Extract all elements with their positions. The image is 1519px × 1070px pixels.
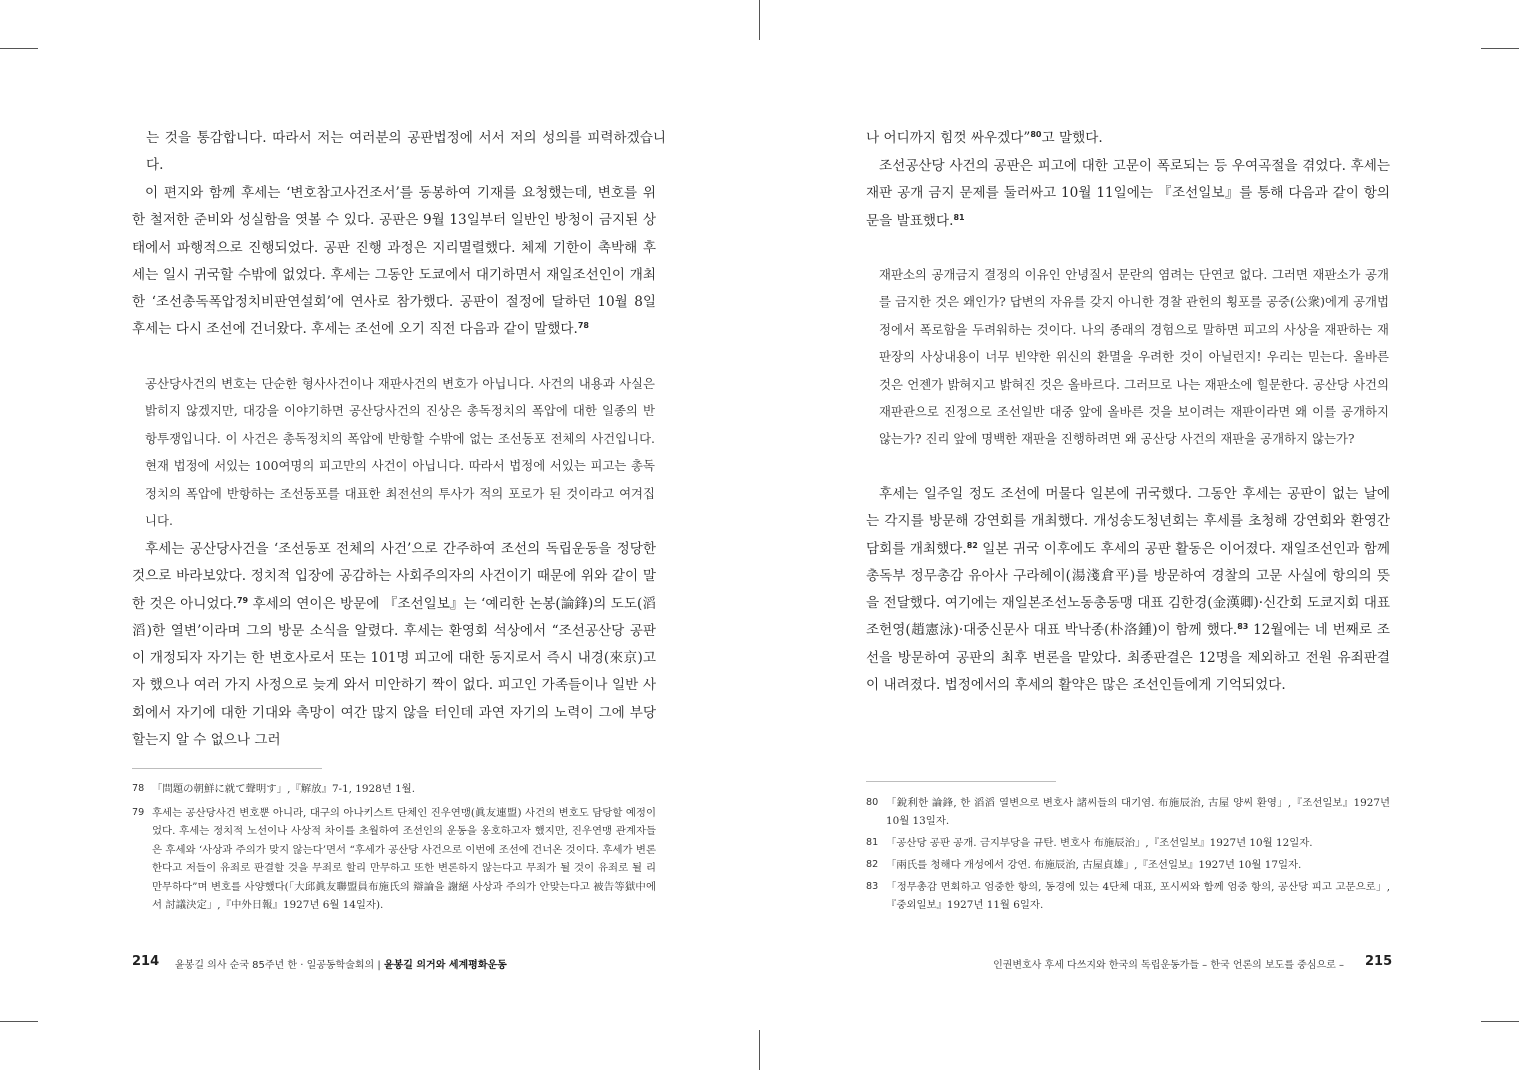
footnote-number: 81 — [866, 837, 879, 848]
footnote-text: 「공산당 공판 공개. 금지부당을 규탄. 변호사 布施辰治」,『조선일보』1927년 10월 12일자. — [886, 837, 1313, 849]
running-footer: 인권변호사 후세 다쓰지와 한국의 독립운동가들 – 한국 언론의 보도를 중심으로 – — [993, 960, 1344, 971]
block-quote: 공산당사건의 변호는 단순한 형사사건이나 재판사건의 변호가 아닙니다. 사건의 내용과 사실은 밝히지 않겠지만, 대강을 이야기하면 공산당사건의 진상은 총독정치의 폭압에 대한 일종의 반항투쟁입니다. 이 사건은 총독정치의 폭압에 반항할 수밖에 없는 조선동포 전체의 사건입니다. 현재 법정에 서있는 100여명의 피고만의 사건이 아닙니다. 따라서 법정에 서있는 피고는 총독정치의 폭압에 반항하는 조선동포를 대표한 최전선의 투사가 적의 포로가 된 것이라고 여겨집니다. — [145, 376, 655, 529]
running-footer — [175, 956, 507, 971]
page-number: 215 — [1365, 954, 1393, 969]
footnote-ref: 83 — [1237, 622, 1249, 632]
footnote — [866, 794, 1390, 831]
footnote-text: 「問題の朝鮮に就て聲明す」,『解放』7-1, 1928년 1월. — [152, 783, 416, 795]
footnote-text: 「兩氏를 청해다 개성에서 강연. 布施辰治, 古屋貞雄」,『조선일보』1927년 10월 17일자. — [886, 859, 1302, 871]
footnote — [132, 780, 656, 798]
footnote-number: 79 — [132, 807, 145, 818]
body-paragraph: 나 어디까지 힘껏 싸우겠다”$^{80}$고 말했다. — [866, 130, 1103, 146]
footnote-number: 82 — [866, 859, 879, 870]
page-number: 214 — [132, 954, 160, 969]
body-paragraph: 후세는 일주일 정도 조선에 머물다 일본에 귀국했다. 그동안 후세는 공판이 없는 날에는 각지를 방문해 강연회를 개최했다. 개성송도청년회는 후세를 초청해 강연회와 환영간담회를 개최했다.$^{82}$ 일본 귀국 이후에도 후세의 공판 활동은 이어졌다. 재일조선인과 함께 총독부 정무총감 유아사 구라헤이(湯淺倉平)를 방문하여 경찰의 고문 사실에 항의의 뜻을 전달했다. 여기에는 재일본조선노동총동맹 대표 김한경(金漢卿)·신간회 도쿄지회 대표 조헌영(趙憲泳)·대중신문사 대표 박낙종(朴洛鍾)이 함께 했다.$^{83}$ 12월에는 네 번째로 조선을 방문하여 공판의 최후 변론을 맡았다. 최종판결은 12명을 제외하고 전원 유죄판결이 내려졌다. 법정에서의 후세의 활약은 많은 조선인들에게 기억되었다. — [866, 486, 1390, 694]
footer-series: 윤봉길 의사 순국 85주년 한 · 일공동학술회의 | — [175, 960, 381, 971]
footnote — [866, 856, 1390, 874]
block-quote: 재판소의 공개금지 결정의 이유인 안녕질서 문란의 염려는 단연코 없다. 그러면 재판소가 공개를 금지한 것은 왜인가? 답변의 자유를 갖지 아니한 경찰 관헌의 횡포를 공중(公衆)에게 공개법정에서 폭로함을 두려워하는 것이다. 나의 종래의 경험으로 말하면 피고의 사상을 재판하는 재판장의 사상내용이 너무 빈약한 위신의 환멸을 우려한 것이 아닐런지! 우리는 믿는다. 올바른 것은 언젠가 밝혀지고 밝혀진 것은 올바르다. 그러므로 나는 재판소에 힐문한다. 공산당 사건의 재판관으로 진정으로 조선일반 대중 앞에 올바른 것을 보이려는 재판이라면 왜 이를 공개하지 않는가? 진리 앞에 명백한 재판을 진행하려면 왜 공산당 사건의 재판을 공개하지 않는가? — [879, 267, 1389, 447]
left-page — [0, 0, 759, 1070]
right-page — [760, 0, 1519, 1070]
footnote — [866, 834, 1390, 852]
footnote-ref: 80 — [1030, 130, 1042, 139]
body-paragraph: 이 편지와 함께 후세는 ‘변호참고사건조서’를 동봉하여 기재를 요청했는데, 변호를 위한 철저한 준비와 성실함을 엿볼 수 있다. 공판은 9월 13일부터 일반인 방청이 금지된 상태에서 파행적으로 진행되었다. 공판 진행 과정은 지리멸렬했다. 체제 기한이 촉박해 후세는 일시 귀국할 수밖에 없었다. 후세는 그동안 도쿄에서 대기하면서 재일조선인이 개최한 ‘조선총독폭압정치비판연설회’에 연사로 참가했다. 공판이 절정에 달하던 10월 8일 후세는 다시 조선에 건너왔다. 후세는 조선에 오기 직전 다음과 같이 말했다.$^{78}$ — [132, 185, 656, 338]
footnote-number: 80 — [866, 797, 879, 808]
footnote-ref: 82 — [966, 540, 978, 550]
footnote-rule — [132, 768, 322, 769]
footnote-text: 후세는 공산당사건 변호뿐 아니라, 대구의 아나키스트 단체인 진우연맹(眞友連盟) 사건의 변호도 담당할 예정이었다. 후세는 정치적 노선이나 사상적 차이를 초월하여 조선인의 운동을 옹호하고자 했지만, 진우연맹 관계자들은 후세와 ‘사상과 주의가 맞지 않는다’면서 “후세가 공산당 사건으로 이번에 조선에 건너온 것이다. 후세가 변론한다고 저들이 유죄로 판결할 것을 무죄로 할리 만무하고 또한 변론하지 않는다고 무죄가 될 것이 유죄로 될 리 만무하다”며 변호를 사양했다(「大邱眞友聯盟員布施氏의 辯論을 謝絕 사상과 주의가 안맞는다고 被告等獄中에서 討議決定」,『中外日報』1927년 6월 14일자). — [152, 807, 656, 912]
body-paragraph: 는 것을 통감합니다. 따라서 저는 여러분의 공판법정에 서서 저의 성의를 피력하겠습니다. — [146, 130, 666, 174]
body-paragraph: 조선공산당 사건의 공판은 피고에 대한 고문이 폭로되는 등 우여곡절을 겪었다. 후세는 재판 공개 금지 문제를 둘러싸고 10월 11일에는 『조선일보』를 통해 다음과 같이 항의문을 발표했다.$^{81}$ — [866, 158, 1390, 229]
footer-title: 윤봉길 의거와 세계평화운동 — [383, 960, 507, 971]
footnote-ref: 78 — [577, 321, 589, 331]
footnote-number: 78 — [132, 783, 145, 794]
footnote-number: 83 — [866, 881, 879, 892]
footnote-rule — [866, 781, 1056, 782]
footnote — [132, 804, 656, 914]
footnote-text: 「정무총감 면회하고 엄중한 항의, 동경에 있는 4단체 대표, 포시씨와 함께 엄중 항의, 공산당 피고 고문으로」,『중외일보』1927년 11월 6일자. — [886, 881, 1390, 912]
footnote-ref: 81 — [953, 212, 965, 222]
body-paragraph: 후세는 공산당사건을 ‘조선동포 전체의 사건’으로 간주하여 조선의 독립운동을 정당한 것으로 바라보았다. 정치적 입장에 공감하는 사회주의자의 사건이기 때문에 위와 같이 말한 것은 아니었다.$^{79}$ 후세의 연이은 방문에 『조선일보』는 ‘예리한 논봉(論鋒)의 도도(滔滔)한 열변’이라며 그의 방문 소식을 알렸다. 후세는 환영회 석상에서 “조선공산당 공판이 개정되자 자기는 한 변호사로서 또는 101명 피고에 대한 동지로서 즉시 내경(來京)고자 했으나 여러 가지 사정으로 늦게 와서 미안하기 짝이 없다. 피고인 가족들이나 일반 사회에서 자기에 대한 기대와 촉망이 여간 많지 않을 터인데 과연 자기의 노력이 그에 부당할는지 알 수 없으나 그러 — [132, 541, 656, 749]
footnote — [866, 878, 1390, 915]
footnote-text: 「銳利한 論鋒, 한 滔滔 열변으로 변호사 諸씨들의 대기염. 布施辰治, 古屋 양씨 환영」,『조선일보』1927년 10월 13일자. — [886, 797, 1390, 828]
footnote-ref: 79 — [236, 595, 249, 605]
